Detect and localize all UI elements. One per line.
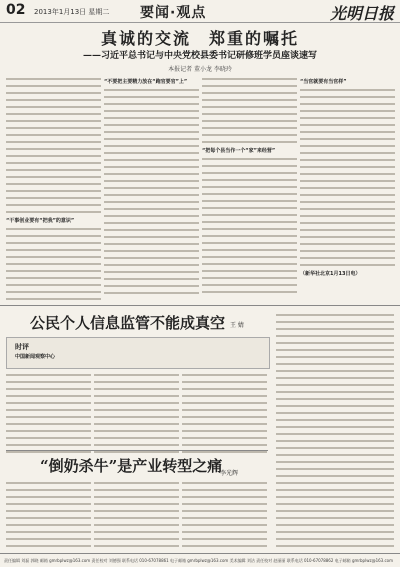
body-text-line [300,171,395,177]
body-text-line [300,129,395,135]
body-text-line [182,494,267,500]
body-text-line [300,122,395,128]
body-text-line [104,269,199,275]
body-text-line [202,233,297,239]
body-text-line [94,442,179,448]
body-text-line [276,361,394,367]
body-text-line [182,372,267,378]
article-column [94,372,179,452]
body-text-line [6,261,101,267]
section-title: 要闻·观点 [140,5,207,21]
article-column [276,312,394,550]
body-text-line [182,508,267,514]
body-text-line [94,494,179,500]
body-text-line [104,199,199,205]
body-text-line [182,421,267,427]
body-text-line [6,97,101,103]
opinion-headline: 公民个人信息监管不能成真空 [30,314,226,332]
column-tag-sub: 中国新闻观察中心 [15,354,56,360]
body-text-line [202,83,297,89]
body-text-line [104,87,199,93]
body-text-line [300,94,395,100]
body-text-line [202,240,297,246]
body-text-line [6,508,91,514]
column-tag: 时评 [15,343,29,351]
body-text-line [6,226,101,232]
body-text-line [6,174,101,180]
body-text-line [6,83,101,89]
body-text-line [202,118,297,124]
body-text-line [94,501,179,507]
article-column [182,480,267,550]
body-text-line [94,379,179,385]
body-text-line [104,248,199,254]
body-text-line [104,136,199,142]
body-text-line [104,101,199,107]
body-text-line [300,136,395,142]
body-text-line [202,97,297,103]
body-text-line [104,157,199,163]
body-text-line [104,115,199,121]
body-text-line [300,115,395,121]
body-text-line [94,508,179,514]
opinion-byline: 李光辉 [220,470,239,477]
body-text-line [6,428,91,434]
body-text-line [6,167,101,173]
body-text-line [276,452,394,458]
body-text-line [276,375,394,381]
body-text-line [182,428,267,434]
body-text-line [6,393,91,399]
body-text-line [202,139,297,145]
body-text-line [202,170,297,176]
body-text-line [202,191,297,197]
body-text-line [202,125,297,131]
body-text-line [6,421,91,427]
body-text-line [182,536,267,542]
body-text-line [6,268,101,274]
body-text-line [300,234,395,240]
body-text-line [300,164,395,170]
body-text-line [300,227,395,233]
main-byline: 本报记者 董小龙 李晓玲 [168,66,232,73]
body-text-line [104,143,199,149]
body-text-line [6,132,101,138]
body-text-line [6,543,91,549]
body-text-line [104,227,199,233]
body-text-line [276,438,394,444]
body-text-line [276,347,394,353]
body-text-line [276,529,394,535]
body-text-line [276,466,394,472]
body-text-line [300,192,395,198]
body-text-line [202,163,297,169]
body-text-line [276,431,394,437]
article-column [6,480,91,550]
body-text-line [104,234,199,240]
body-text-line [182,407,267,413]
body-text-line [6,90,101,96]
article-column [104,76,199,296]
body-text-line [104,276,199,282]
body-text-line [6,282,101,288]
body-text-line [182,487,267,493]
body-text-line [202,198,297,204]
body-text-line [202,219,297,225]
body-text-line [6,494,91,500]
article-column [202,76,297,296]
body-text-line [104,220,199,226]
body-text-line [104,178,199,184]
body-text-line [104,192,199,198]
body-text-line [94,515,179,521]
body-text-line [182,543,267,549]
body-text-line [6,188,101,194]
body-text-line [276,480,394,486]
body-text-line [6,118,101,124]
body-text-line [6,386,91,392]
body-text-line [6,209,101,215]
body-text-line [6,522,91,528]
article-column [300,76,395,296]
body-text-line [276,417,394,423]
body-text-line [276,522,394,528]
body-text-line [276,473,394,479]
body-text-line [6,400,91,406]
body-text-line [202,212,297,218]
body-text-line [6,487,91,493]
body-text-line [94,421,179,427]
article-subhead: “干事创业要有“把我”的意识” [6,218,75,224]
issue-date: 2013年1月13日 星期二 [34,8,110,16]
body-text-line [6,111,101,117]
body-text-line [276,319,394,325]
body-text-line [6,247,101,253]
body-text-line [182,442,267,448]
body-text-line [94,522,179,528]
body-text-line [6,407,91,413]
body-text-line [94,372,179,378]
body-text-line [276,543,394,549]
body-text-line [300,150,395,156]
body-text-line [6,233,101,239]
body-text-line [104,290,199,296]
body-text-line [104,206,199,212]
body-text-line [6,254,101,260]
body-text-line [6,125,101,131]
body-text-line [104,108,199,114]
body-text-line [276,508,394,514]
opinion-headline: “倒奶杀牛”是产业转型之痛 [40,457,223,475]
main-headline: 真诚的交流 郑重的嘱托 [100,29,299,48]
body-text-line [94,529,179,535]
body-text-line [202,261,297,267]
body-text-line [94,543,179,549]
body-text-line [6,160,101,166]
body-text-line [182,522,267,528]
body-text-line [202,205,297,211]
body-text-line [104,262,199,268]
body-text-line [202,247,297,253]
body-text-line [276,487,394,493]
body-text-line [94,407,179,413]
article-subhead: “把每个县当作一个“家”来经营” [202,148,276,154]
body-text-line [300,185,395,191]
body-text-line [182,379,267,385]
body-text-line [6,435,91,441]
article-column [182,372,267,452]
main-subheadline: ——习近平总书记与中央党校县委书记研修班学员座谈速写 [82,51,317,61]
body-text-line [300,87,395,93]
body-text-line [104,213,199,219]
body-text-line [300,262,395,268]
body-text-line [276,501,394,507]
body-text-line [202,226,297,232]
body-text-line [6,104,101,110]
body-text-line [6,202,101,208]
body-text-line [6,501,91,507]
body-text-line [202,76,297,82]
article-column [94,480,179,550]
body-text-line [202,268,297,274]
body-text-line [6,240,101,246]
body-text-line [300,213,395,219]
opinion-byline: 王 婧 [230,322,244,329]
body-text-line [94,435,179,441]
body-text-line [6,442,91,448]
body-text-line [182,386,267,392]
body-text-line [300,241,395,247]
body-text-line [6,529,91,535]
body-text-line [94,400,179,406]
body-text-line [6,515,91,521]
body-text-line [276,494,394,500]
body-text-line [182,480,267,486]
body-text-line [6,181,101,187]
body-text-line [104,255,199,261]
article-end-note: （新华社北京1月13日电） [300,271,361,277]
body-text-line [182,515,267,521]
body-text-line [104,122,199,128]
body-text-line [104,150,199,156]
body-text-line [104,94,199,100]
body-text-line [276,536,394,542]
body-text-line [6,536,91,542]
body-text-line [202,111,297,117]
article-column [6,76,101,296]
body-text-line [182,400,267,406]
body-text-line [6,414,91,420]
body-text-line [202,90,297,96]
body-text-line [276,389,394,395]
body-text-line [300,157,395,163]
body-text-line [104,171,199,177]
body-text-line [276,333,394,339]
article-column [6,372,91,452]
body-text-line [202,275,297,281]
body-text-line [276,326,394,332]
body-text-line [104,185,199,191]
body-text-line [276,396,394,402]
body-text-line [6,146,101,152]
body-text-line [276,340,394,346]
body-text-line [276,382,394,388]
body-text-line [6,275,101,281]
page-footer: 责任编辑 刘磊 郭晓 邮箱 gmrbplwz@163.com 责任校对 刘德强 联系电话 010-67078861 电子邮箱 gmrbplwz@163.com 美术编辑 刘洁 责任校对 赵丽丽 联系电话 010-67078862 电子邮箱 gmrbplwz@163.com [0,553,400,567]
body-text-line [276,312,394,318]
body-text-line [94,386,179,392]
body-text-line [94,393,179,399]
body-text-line [202,104,297,110]
body-text-line [6,372,91,378]
section-divider [0,305,400,306]
body-text-line [300,220,395,226]
masthead [0,0,400,23]
body-text-line [94,414,179,420]
body-text-line [202,282,297,288]
body-text-line [300,101,395,107]
body-text-line [104,129,199,135]
body-text-line [202,177,297,183]
body-text-line [6,139,101,145]
body-text-line [6,195,101,201]
body-text-line [104,283,199,289]
body-text-line [300,206,395,212]
body-text-line [300,248,395,254]
body-text-line [202,289,297,295]
body-text-line [300,199,395,205]
column-tag-box [6,337,270,369]
body-text-line [276,424,394,430]
body-text-line [94,487,179,493]
body-text-line [276,403,394,409]
body-text-line [300,178,395,184]
body-text-line [276,445,394,451]
body-text-line [6,296,101,302]
body-text-line [104,241,199,247]
body-text-line [6,153,101,159]
body-text-line [276,515,394,521]
article-subhead: “当官就要有当官样” [300,79,347,85]
body-text-line [6,289,101,295]
body-text-line [202,254,297,260]
body-text-line [300,143,395,149]
body-text-line [202,184,297,190]
body-text-line [300,108,395,114]
body-text-line [6,379,91,385]
article-subhead: “不要把主要精力放在“跑官要官”上” [104,79,188,85]
body-text-line [202,156,297,162]
body-text-line [94,480,179,486]
body-text-line [182,414,267,420]
body-text-line [182,529,267,535]
body-text-line [182,393,267,399]
body-text-line [182,435,267,441]
body-text-line [276,368,394,374]
body-text-line [276,410,394,416]
newspaper-logo: 光明日报 [329,4,394,23]
body-text-line [6,480,91,486]
body-text-line [104,164,199,170]
body-text-line [276,459,394,465]
body-text-line [300,255,395,261]
body-text-line [182,501,267,507]
body-text-line [276,354,394,360]
body-text-line [6,76,101,82]
page-number: 02 [6,2,26,18]
section-divider [6,450,268,451]
body-text-line [94,536,179,542]
body-text-line [202,132,297,138]
body-text-line [94,428,179,434]
